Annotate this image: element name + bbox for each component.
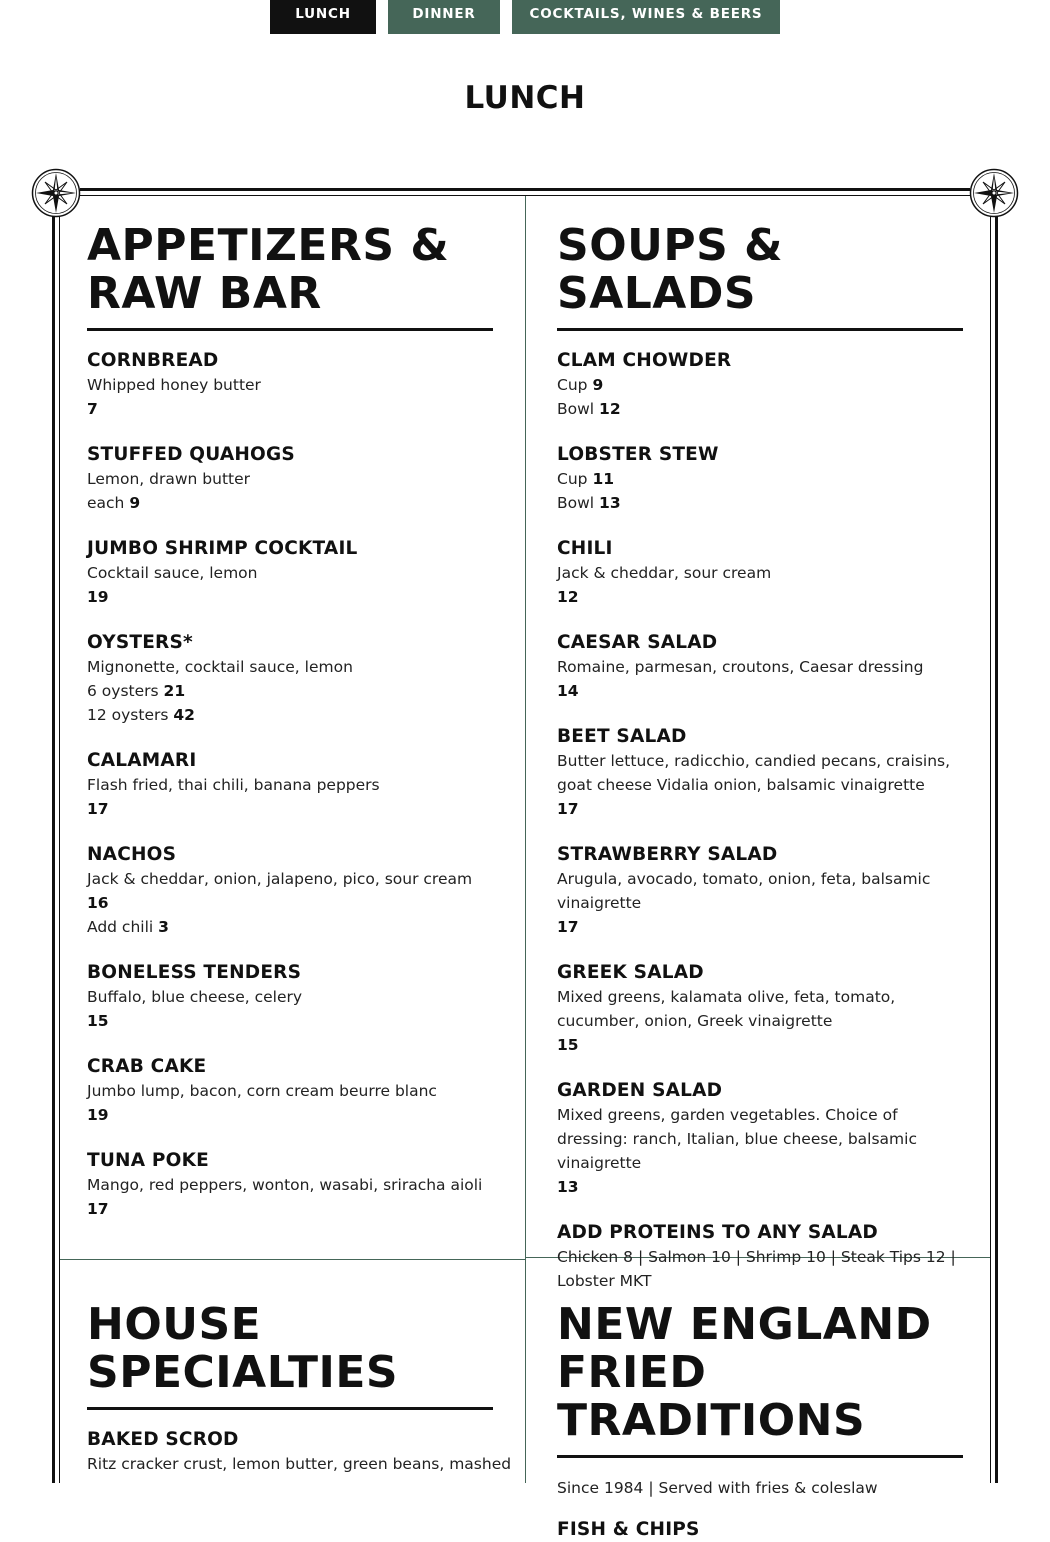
item-price: 17 <box>87 1200 109 1218</box>
item-option: Cup 11 <box>557 470 615 488</box>
menu-item <box>87 537 493 609</box>
compass-rose-icon <box>969 168 1019 218</box>
item-name: BEET SALAD <box>557 726 687 747</box>
section-title: SOUPS & SALADS <box>557 222 963 331</box>
item-name: LOBSTER STEW <box>557 444 719 465</box>
menu-item <box>87 631 493 727</box>
item-name: GREEK SALAD <box>557 962 704 983</box>
menu-tabs <box>0 0 1050 34</box>
item-name: CRAB CAKE <box>87 1056 207 1077</box>
item-name: CAESAR SALAD <box>557 632 718 653</box>
item-description: Jack & cheddar, onion, jalapeno, pico, sour cream <box>87 870 473 888</box>
item-description: Mango, red peppers, wonton, wasabi, sriracha aioli <box>87 1176 483 1194</box>
item-name: BAKED SCROD <box>87 1429 239 1450</box>
item-option: Bowl 12 <box>557 400 621 418</box>
item-price: 17 <box>557 918 579 936</box>
menu-item <box>557 1079 963 1199</box>
item-description: Flash fried, thai chili, banana peppers <box>87 776 380 794</box>
item-name: CLAM CHOWDER <box>557 350 732 371</box>
item-description: Chicken 8 | Salmon 10 | Shrimp 10 | Steak Tips 12 | Lobster MKT <box>557 1248 956 1290</box>
item-description: Mixed greens, kalamata olive, feta, tomato, cucumber, onion, Greek vinaigrette <box>557 988 896 1030</box>
item-price: 14 <box>557 682 579 700</box>
item-option: 12 oysters 42 <box>87 706 195 724</box>
section-subtitle: Since 1984 | Served with fries & coleslaw <box>557 1479 878 1497</box>
item-price: 16 <box>87 894 109 912</box>
section-house-specialties <box>87 1301 511 1476</box>
item-price: 15 <box>87 1012 109 1030</box>
menu-item <box>87 1149 493 1221</box>
item-price: 17 <box>557 800 579 818</box>
menu-item <box>557 725 963 821</box>
section-title: APPETIZERS & RAW BAR <box>87 222 493 331</box>
menu-item <box>87 349 493 421</box>
item-price: 13 <box>557 1178 579 1196</box>
menu-item <box>557 1221 963 1293</box>
item-description: Lemon, drawn butter <box>87 470 251 488</box>
item-option: each 9 <box>87 494 141 512</box>
menu-item <box>557 443 963 515</box>
item-price: 19 <box>87 588 109 606</box>
item-description: Arugula, avocado, tomato, onion, feta, balsamic vinaigrette <box>557 870 931 912</box>
menu-item <box>87 749 493 821</box>
menu-item <box>87 961 493 1033</box>
item-name: STRAWBERRY SALAD <box>557 844 778 865</box>
item-price: 7 <box>87 400 98 418</box>
section-title: NEW ENGLAND FRIED TRADITIONS <box>557 1301 963 1458</box>
section-title: HOUSE SPECIALTIES <box>87 1301 493 1410</box>
menu-item <box>557 537 963 609</box>
item-description: Mixed greens, garden vegetables. Choice of dressing: ranch, Italian, blue cheese, balsamic vinaigrette <box>557 1106 917 1172</box>
item-name: GARDEN SALAD <box>557 1080 723 1101</box>
item-description: Whipped honey butter <box>87 376 261 394</box>
item-description: Romaine, parmesan, croutons, Caesar dressing <box>557 658 924 676</box>
item-name: BONELESS TENDERS <box>87 962 302 983</box>
tab-lunch[interactable]: LUNCH <box>270 0 376 34</box>
item-description: Mignonette, cocktail sauce, lemon <box>87 658 353 676</box>
menu-item <box>87 1428 511 1476</box>
item-name: OYSTERS* <box>87 632 193 653</box>
item-name: JUMBO SHRIMP COCKTAIL <box>87 538 358 559</box>
page-title: LUNCH <box>464 80 586 116</box>
item-description: Cocktail sauce, lemon <box>87 564 258 582</box>
item-description: Jumbo lump, bacon, corn cream beurre blanc <box>87 1082 437 1100</box>
row-divider-left <box>60 1259 526 1260</box>
item-option: Cup 9 <box>557 376 604 394</box>
item-description: Butter lettuce, radicchio, candied pecans, craisins, goat cheese Vidalia onion, balsamic vinaigrette <box>557 752 951 794</box>
item-description: Buffalo, blue cheese, celery <box>87 988 303 1006</box>
section-soups-salads <box>557 222 963 1293</box>
section-appetizers <box>87 222 493 1221</box>
item-price: 19 <box>87 1106 109 1124</box>
menu-item <box>87 443 493 515</box>
tab-cocktails-wines-beers[interactable]: COCKTAILS, WINES & BEERS <box>512 0 780 34</box>
item-option: Add chili 3 <box>87 918 169 936</box>
item-name: TUNA POKE <box>87 1150 209 1171</box>
menu-item <box>87 843 493 939</box>
item-name: CALAMARI <box>87 750 197 771</box>
menu-item <box>557 961 963 1057</box>
item-name: CORNBREAD <box>87 350 219 371</box>
column-divider <box>525 196 526 1483</box>
menu-item <box>557 349 963 421</box>
menu-item <box>87 1055 493 1127</box>
item-option: 6 oysters 21 <box>87 682 186 700</box>
item-name: NACHOS <box>87 844 177 865</box>
item-description: Jack & cheddar, sour cream <box>557 564 772 582</box>
item-price: 12 <box>557 588 579 606</box>
item-option: Bowl 13 <box>557 494 621 512</box>
item-name: STUFFED QUAHOGS <box>87 444 295 465</box>
item-price: 17 <box>87 800 109 818</box>
item-price: 15 <box>557 1036 579 1054</box>
menu-item <box>557 631 963 703</box>
compass-rose-icon <box>31 168 81 218</box>
menu-item <box>557 843 963 939</box>
item-description: Ritz cracker crust, lemon butter, green beans, mashed <box>87 1455 512 1473</box>
menu-item <box>557 1518 963 1542</box>
section-fried-traditions <box>557 1301 963 1542</box>
tab-dinner[interactable]: DINNER <box>388 0 500 34</box>
item-name: CHILI <box>557 538 613 559</box>
item-name: ADD PROTEINS TO ANY SALAD <box>557 1222 878 1243</box>
item-name: FISH & CHIPS <box>557 1519 700 1540</box>
